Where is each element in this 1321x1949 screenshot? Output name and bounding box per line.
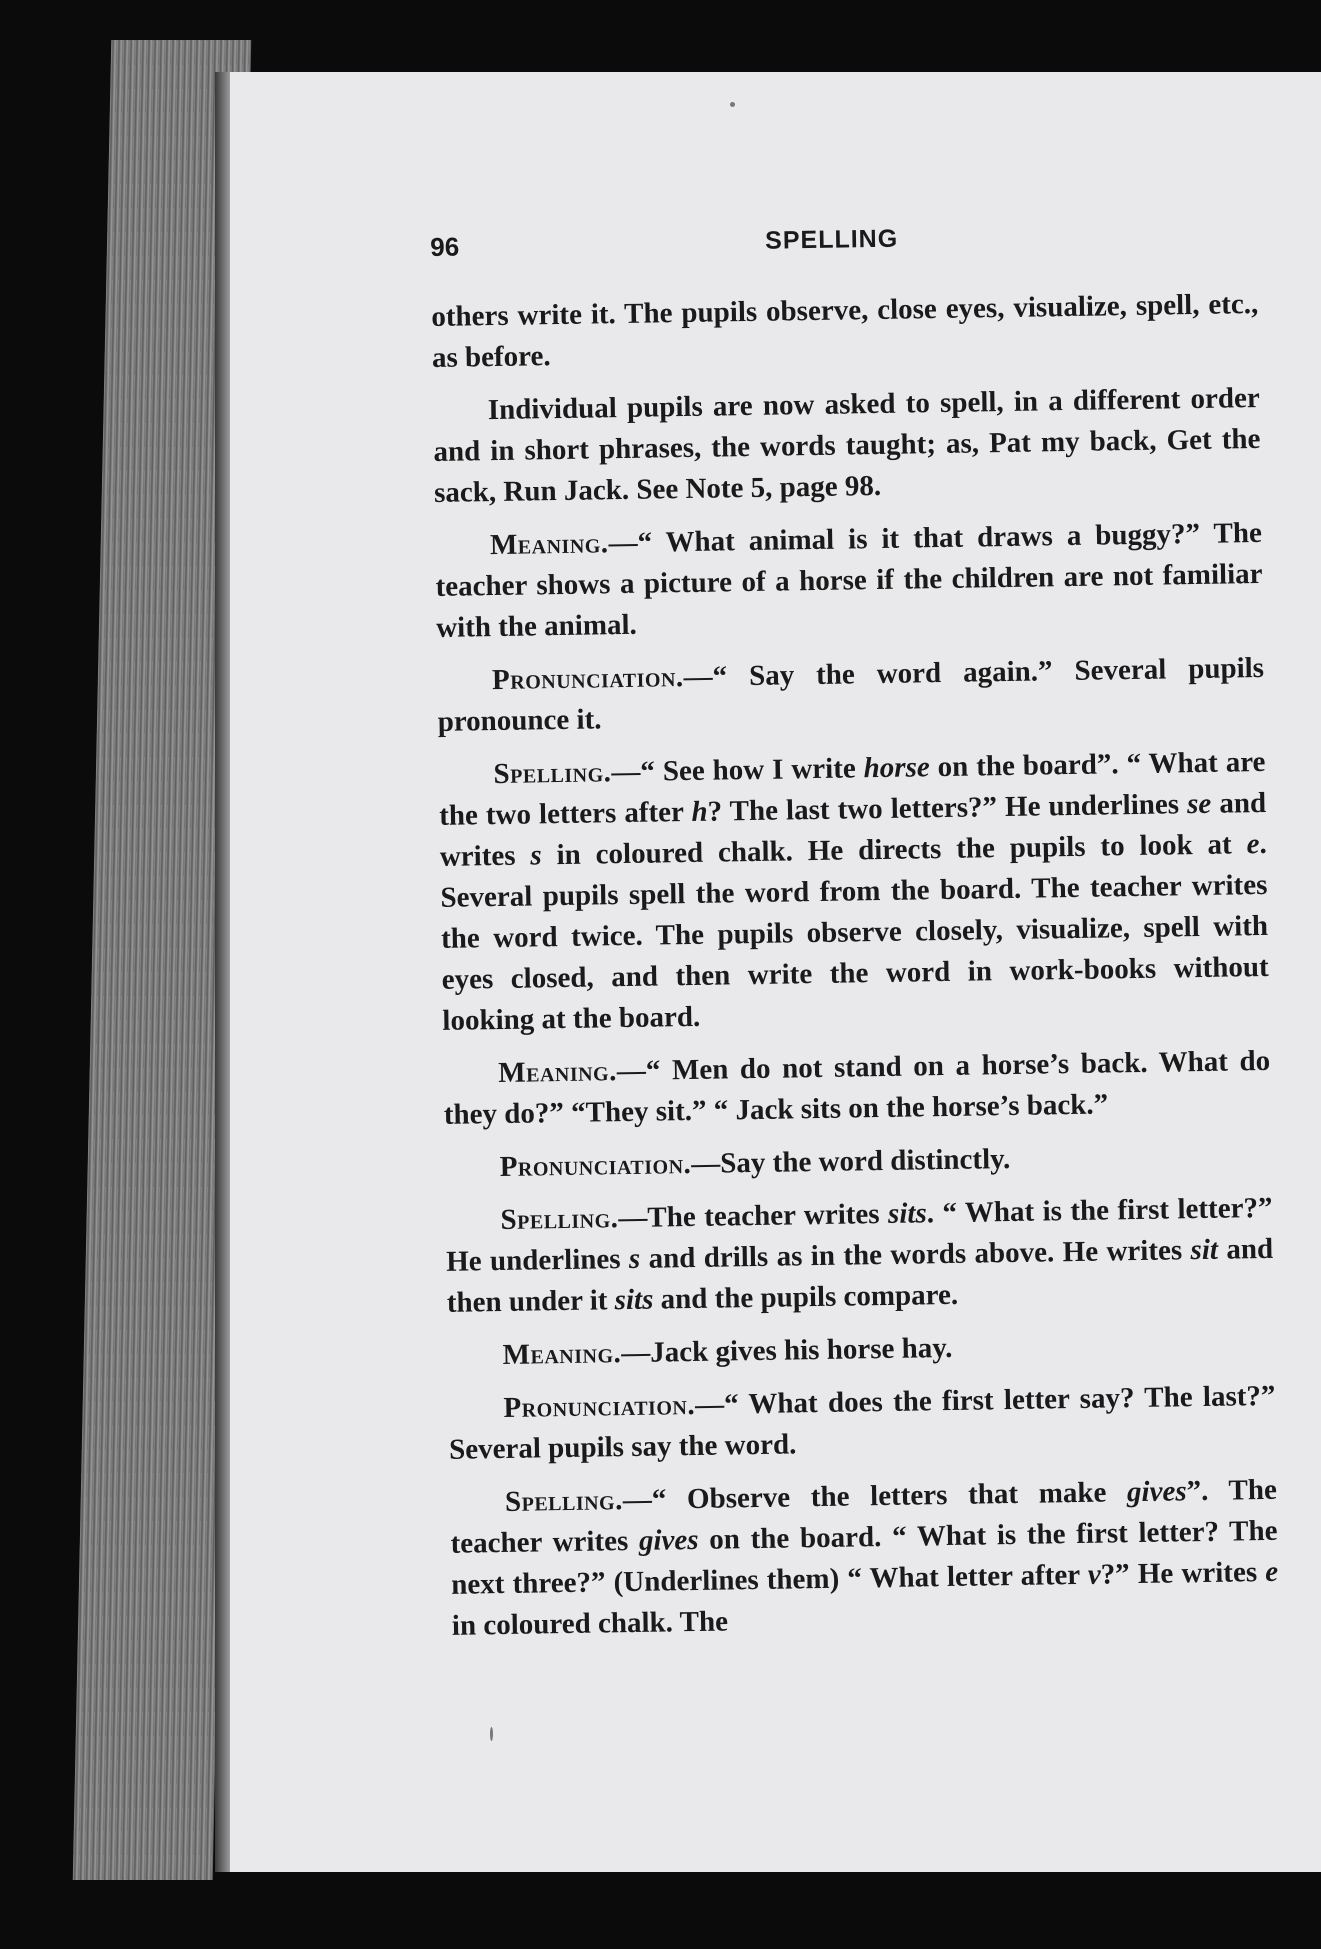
running-head (430, 219, 1258, 272)
italic-word: gives (638, 1523, 699, 1557)
section-lead: Spelling. (500, 1202, 619, 1237)
paragraph-text: —“ Say the word again.” Several pupils pronounce it. (437, 651, 1265, 738)
paragraph-text: —“ Men do not stand on a horse’s back. What do they do?” “They sit.” “ Jack sits on the horse’s back.” (443, 1044, 1271, 1131)
text-run: ”. The teacher writes (450, 1473, 1278, 1560)
book-page (230, 72, 1321, 1872)
italic-word: s (530, 839, 542, 872)
paragraph (432, 378, 1261, 514)
section-lead: Pronunciation. (499, 1148, 692, 1184)
italic-word: s (628, 1242, 641, 1276)
paragraph-text: Individual pupils are now asked to spell, in a different order and in short phrases, the words taught; as, Pat my back, Get the sack, Run Jack. See Note 5, page 98. (433, 381, 1261, 509)
paragraph-pronunciation (448, 1376, 1276, 1471)
paragraph-meaning (435, 513, 1264, 649)
running-title: SPELLING (764, 224, 899, 255)
paragraph-spelling (438, 742, 1269, 1042)
section-lead: Spelling. (504, 1484, 624, 1518)
text-run: . Several pupils spell the word from the board. The teacher writes the word twice. The pupils observe closely, visualize, spell with eyes closed, and then write the word in work-books without looking at the board. (440, 827, 1269, 1037)
italic-word: gives (1126, 1475, 1187, 1509)
italic-word: sits (887, 1197, 927, 1230)
text-run: and writes (439, 786, 1267, 873)
section-lead: Pronunciation. (491, 661, 684, 697)
paragraph-meaning (447, 1323, 1275, 1377)
paragraph-text: —Jack gives his horse hay. (621, 1331, 953, 1370)
text-run: and then under it (446, 1232, 1274, 1319)
text-run: ? The last two letters?” He underlines (707, 788, 1188, 828)
text-run: on the board”. “ What are the two letters after (438, 745, 1266, 832)
italic-word: h (691, 795, 708, 828)
text-block (430, 219, 1279, 1659)
italic-word: horse (863, 751, 930, 785)
italic-word: sits (614, 1283, 654, 1317)
text-run: . “ What is the first letter?” He underlines (445, 1191, 1273, 1278)
italic-word: e (1246, 828, 1260, 861)
paragraph-text: —“ What animal is it that draws a buggy?” The teacher shows a picture of a horse if the children are not familiar with the animal. (435, 516, 1263, 644)
paragraph-text: —“ What does the first letter say? The last?” Several pupils say the word. (448, 1379, 1276, 1466)
paragraph-text: others write it. The pupils observe, close eyes, visualize, spell, etc., as before. (431, 288, 1259, 374)
italic-word: se (1186, 787, 1212, 821)
text-run: ?” He writes (1100, 1556, 1266, 1591)
section-lead: Meaning. (502, 1337, 622, 1371)
section-lead: Spelling. (493, 756, 612, 791)
text-run: —“ See how I write (611, 752, 864, 789)
paragraph-pronunciation (444, 1135, 1272, 1189)
paragraph (431, 284, 1259, 379)
text-run: and drills as in the words above. He writes (639, 1234, 1191, 1275)
italic-word: v (1087, 1558, 1101, 1591)
text-run: in coloured chalk. He directs the pupils to look at (541, 828, 1247, 872)
text-run: and the pupils compare. (653, 1278, 959, 1316)
page-speck (490, 1727, 493, 1741)
paragraph-text: —Say the word distinctly. (691, 1143, 1011, 1181)
text-run: on the board. “ What is the first letter? The next three?” (Underlines them) “ What letter after (451, 1514, 1278, 1601)
section-lead: Pronunciation. (503, 1388, 696, 1424)
text-run: in coloured chalk. The (451, 1605, 729, 1642)
page-number: 96 (430, 231, 460, 262)
section-lead: Meaning. (497, 1055, 618, 1090)
page-speck (730, 102, 735, 107)
paragraph-pronunciation (437, 648, 1265, 743)
paragraph-meaning (443, 1041, 1271, 1136)
paragraph-spelling (450, 1470, 1279, 1647)
paragraph-spelling (445, 1188, 1274, 1324)
italic-word: e (1265, 1555, 1279, 1589)
italic-word: sit (1190, 1233, 1219, 1267)
text-run: —“ Observe the letters that make (622, 1476, 1128, 1517)
text-run: —The teacher writes (618, 1197, 889, 1235)
section-lead: Meaning. (489, 527, 609, 562)
